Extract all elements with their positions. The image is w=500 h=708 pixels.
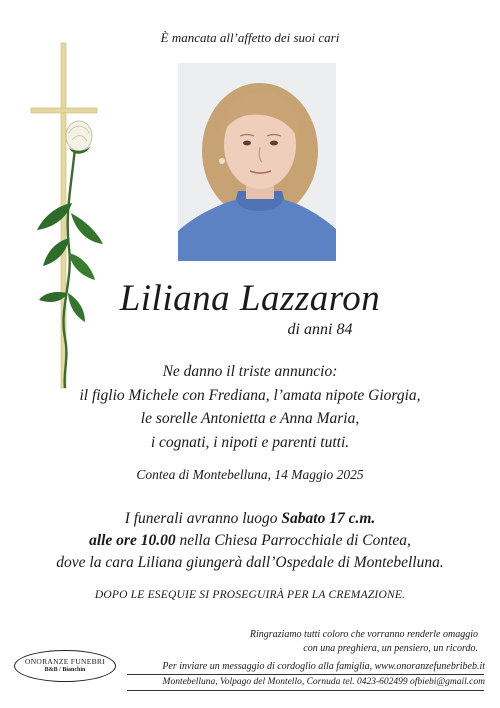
announcement-line: il figlio Michele con Frediana, l’amata nipote Giorgia,	[79, 386, 421, 404]
deceased-name: Liliana Lazzaron	[119, 278, 381, 319]
portrait-photo	[178, 63, 336, 261]
funeral-text: I funerali avranno luogo	[124, 510, 282, 527]
funeral-date: Sabato 17 c.m.	[281, 510, 376, 527]
logo-line-2: B&B / Bianchin	[44, 667, 86, 673]
funeral-home-logo	[14, 650, 116, 682]
funeral-info	[0, 508, 500, 574]
announcement-line: i cognati, i nipoti e parenti tutti.	[150, 433, 350, 451]
footer-divider	[127, 690, 484, 691]
footer-address: Montebelluna, Volpago del Montello, Cornuda tel. 0423-602499 ofbiebi@gmail.com	[162, 677, 485, 687]
funeral-text: nella Chiesa Parrocchiale di Contea,	[175, 532, 411, 549]
footer-divider	[127, 674, 484, 675]
cremation-notice: DOPO LE ESEQUIE SI PROSEGUIRÀ PER LA CREMAZIONE.	[94, 589, 406, 601]
funeral-time: alle ore 10.00	[89, 532, 176, 549]
funeral-line-3: dove la cara Liliana giungerà dall’Ospedale di Montebelluna.	[56, 554, 444, 571]
footer-message: Per inviare un messaggio di cordoglio alla famiglia, www.onoranzefunebribeb.it	[162, 661, 485, 672]
logo-line-1: ONORANZE FUNEBRI	[24, 657, 105, 666]
thanks-line: Ringraziamo tutti coloro che vorranno renderle omaggio	[249, 629, 478, 640]
announcement	[0, 360, 500, 454]
deceased-age: di anni 84	[287, 321, 353, 338]
intro-text: È mancata all’affetto dei suoi cari	[160, 30, 340, 45]
funeral-line-2	[0, 530, 500, 552]
announcement-line: le sorelle Antonietta e Anna Maria,	[140, 410, 360, 427]
thanks-text	[178, 628, 478, 656]
funeral-line-1	[0, 508, 500, 530]
announcement-line: Ne danno il triste annuncio:	[162, 363, 338, 380]
place-date: Contea di Montebelluna, 14 Maggio 2025	[136, 467, 364, 482]
cross-with-rose-icon	[25, 38, 110, 393]
thanks-line: con una preghiera, un pensiero, un ricordo.	[303, 643, 478, 654]
